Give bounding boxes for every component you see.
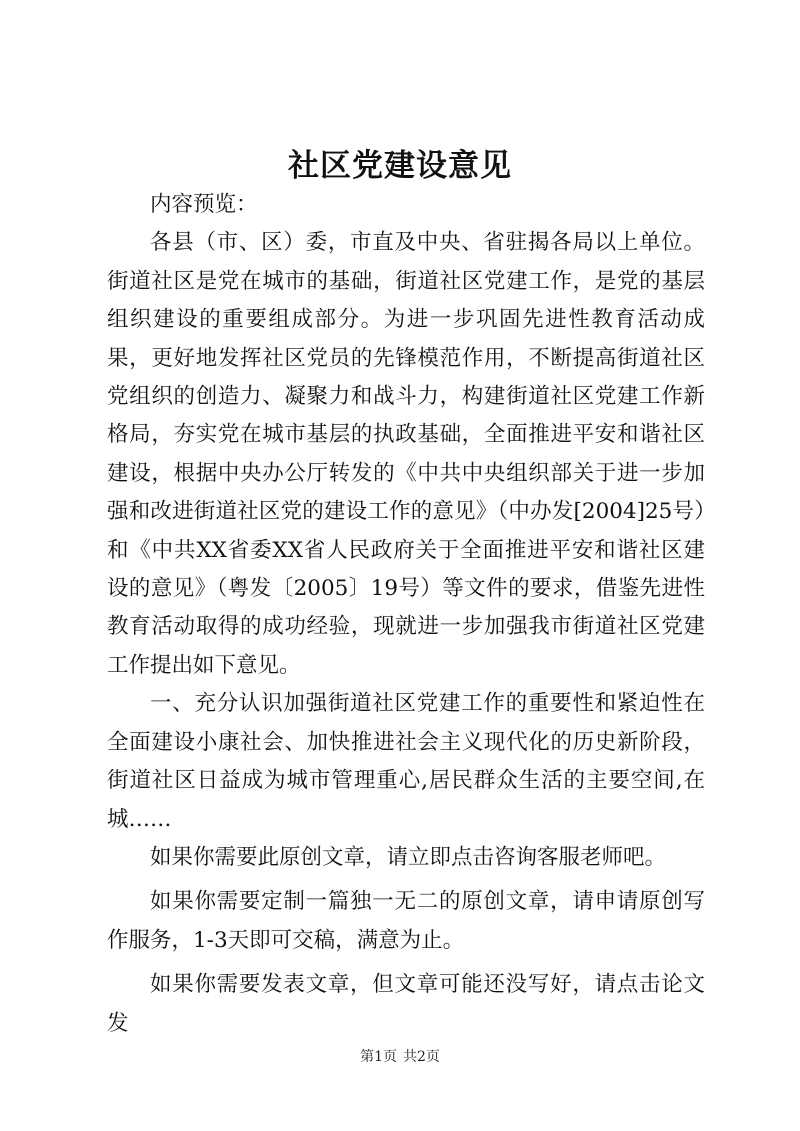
paragraph-publishing: 如果你需要发表文章，但文章可能还没写好，请点击论文发	[107, 972, 705, 1036]
preview-label: 内容预览：	[150, 192, 258, 217]
paragraph-contact-service: 如果你需要此原创文章，请立即点击咨询客服老师吧。	[150, 844, 667, 870]
page-number: 第1页	[360, 1049, 397, 1065]
paragraph-section-one: 一、充分认识加强街道社区党建工作的重要性和紧迫性在全面建设小康社会、加快推进社会主义现代化的历史新阶段，街道社区日益成为城市管理重心,居民群众生活的主要空间,在城……	[107, 691, 705, 832]
paragraph-intro: 各县（市、区）委，市直及中央、省驻揭各局以上单位。街道社区是党在城市的基础，街道社区党建工作，是党的基层组织建设的重要组成部分。为进一步巩固先进性教育活动成果，更好地发挥社区党员的先锋模范作用，不断提高街道社区党组织的创造力、凝聚力和战斗力，构建街道社区党建工作新格局，夯实党在城市基层的执政基础，全面推进平安和谐社区建设，根据中央办公厅转发的《中共中央组织部关于进一步加强和改进街道社区党的建设工作的意见》（中办发[2004]25号）和《中共XX省委XX省人民政府关于全面推进平安和谐社区建设的意见》（粤发〔2005〕19号）等文件的要求，借鉴先进性教育活动取得的成功经验，现就进一步加强我市街道社区党建工作提出如下意见。	[107, 230, 705, 678]
page-footer	[0, 1046, 800, 1066]
paragraph-custom-writing: 如果你需要定制一篇独一无二的原创文章，请申请原创写作服务，1-3天即可交稿，满意为止。	[107, 889, 705, 953]
page-title: 社区党建设意见	[288, 148, 512, 184]
document-body	[107, 186, 705, 1043]
page-total: 共2页	[403, 1049, 440, 1065]
